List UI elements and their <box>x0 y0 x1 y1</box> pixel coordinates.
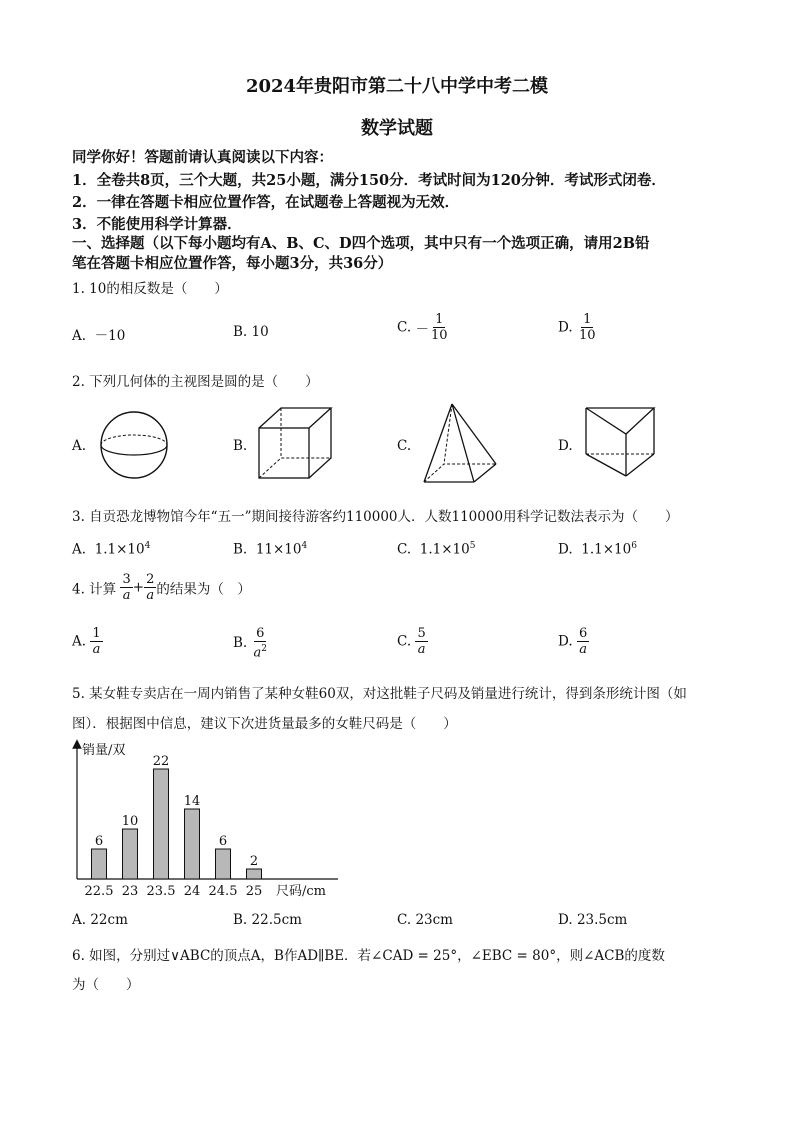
option-base: 1.1×10 <box>419 541 470 558</box>
option-label: B. <box>233 541 248 558</box>
q5-option-a <box>72 912 128 928</box>
q4-option-b <box>233 626 269 660</box>
q1-option-c <box>397 312 449 343</box>
option-label: A. <box>72 912 87 928</box>
option-text: 23.5cm <box>576 912 628 928</box>
tick-label-25: 25 <box>245 884 263 899</box>
q4-option-c <box>397 626 428 657</box>
option-label: D. <box>558 319 573 336</box>
numerator: 6 <box>256 626 265 641</box>
stem-prefix: 4. 计算 <box>72 581 117 598</box>
q1-option-b <box>233 324 269 340</box>
option-label: A. <box>72 328 87 344</box>
option-text: －10 <box>94 328 126 344</box>
option-base: 1.1×10 <box>94 541 145 558</box>
fraction <box>90 626 102 657</box>
numerator: 2 <box>146 572 155 587</box>
option-label: D. <box>558 912 573 928</box>
bar-24 <box>185 809 200 879</box>
cube-icon <box>255 404 335 484</box>
q3-option-a <box>72 541 150 558</box>
y-axis-label: 销量/双 <box>82 743 126 758</box>
data-label-24.5: 6 <box>218 834 228 849</box>
numerator: 1 <box>92 626 101 641</box>
data-label-23.5: 22 <box>152 754 170 769</box>
data-label-22.5: 6 <box>94 834 104 849</box>
data-label-24: 14 <box>183 794 201 809</box>
option-exponent: 4 <box>301 541 308 551</box>
shoe-size-bar-chart <box>66 738 366 900</box>
x-axis-label: 尺码/cm <box>276 884 326 899</box>
page-subtitle: 数学试题 <box>361 118 433 139</box>
q4-option-a <box>72 626 103 657</box>
sphere-icon <box>94 408 174 482</box>
instruction-item-2: 2．一律在答题卡相应位置作答，在试题卷上答题视为无效． <box>72 194 460 211</box>
data-label-23: 10 <box>121 814 139 829</box>
denominator: 10 <box>578 328 596 343</box>
q6-stem-line1: 6. 如图，分别过∨ABC的顶点A，B作AD∥BE．若∠CAD = 25°，∠EBC = 80°，则∠ACB的度数 <box>72 948 665 964</box>
denominator: a <box>146 588 155 603</box>
option-label: D. <box>558 541 573 558</box>
denominator <box>252 642 270 660</box>
q3-option-b <box>233 541 307 558</box>
q6-stem-line2: 为（ ） <box>72 977 140 993</box>
option-text: 10 <box>251 324 269 340</box>
option-exponent: 6 <box>631 541 637 551</box>
option-base: 11×10 <box>255 541 302 558</box>
option-label: B. <box>233 912 248 928</box>
instructions-greeting: 同学你好！答题前请认真阅读以下内容： <box>72 149 333 166</box>
bar-23.5 <box>154 769 169 879</box>
numerator: 3 <box>122 572 131 587</box>
denominator: a <box>122 588 131 603</box>
denominator-exponent: 2 <box>261 644 268 654</box>
fraction <box>429 312 450 343</box>
q3-option-c <box>397 541 475 558</box>
numerator: 5 <box>417 626 426 641</box>
option-text: 22.5cm <box>251 912 302 928</box>
tick-label-24.5: 24.5 <box>208 884 238 899</box>
option-label: C. <box>397 541 412 558</box>
option-label: C. <box>397 912 412 928</box>
fraction <box>577 312 598 343</box>
q1-option-d <box>558 312 597 343</box>
data-label-25: 2 <box>249 854 259 869</box>
q5-stem-line1: 5. 某女鞋专卖店在一周内销售了某种女鞋60双，对这批鞋子尺码及销量进行统计，得到条形统计图（如 <box>72 686 687 702</box>
instruction-item-3: 3．不能使用科学计算器． <box>72 216 242 233</box>
fraction <box>577 626 589 657</box>
fraction <box>252 626 270 660</box>
option-label: C. <box>397 633 412 650</box>
page-title: 2024年贵阳市第二十八中学中考二模 <box>245 76 549 97</box>
section-heading-line1: 一、选择题（以下每小题均有A、B、C、D四个选项，其中只有一个选项正确，请用2B铅 <box>72 235 650 252</box>
q1-stem: 1. 10的相反数是（ ） <box>72 281 228 297</box>
pyramid-icon <box>420 402 500 486</box>
fraction <box>415 626 427 657</box>
q3-option-d <box>558 541 637 558</box>
section-heading-line2: 笔在答题卡相应位置作答，每小题3分，共36分） <box>72 255 393 272</box>
option-exponent: 4 <box>144 541 151 551</box>
denominator: a <box>579 642 587 657</box>
q3-stem: 3. 自贡恐龙博物馆今年“五一”期间接待游客约110000人．人数110000用科学记数法表示为（ ） <box>72 509 679 525</box>
q4-stem <box>72 572 251 603</box>
plus-sign: + <box>132 579 145 596</box>
option-exponent: 5 <box>469 541 476 551</box>
tick-label-23: 23 <box>121 884 139 899</box>
fraction <box>144 572 156 603</box>
q2-option-a-label: A. <box>72 438 87 454</box>
option-label: B. <box>233 635 248 652</box>
option-label: B. <box>233 324 248 340</box>
denominator: a <box>92 642 101 657</box>
option-label: C. <box>397 319 412 336</box>
numerator: 1 <box>435 312 444 327</box>
q5-option-d <box>558 912 627 928</box>
q2-option-c-label: C. <box>397 438 412 454</box>
q5-option-c <box>397 912 453 928</box>
numerator: 1 <box>583 312 592 327</box>
q5-option-b <box>233 912 302 928</box>
q4-option-d <box>558 626 589 657</box>
fraction <box>120 572 132 603</box>
bar-24.5 <box>216 849 231 879</box>
option-base: 1.1×10 <box>581 541 632 558</box>
stem-suffix: 的结果为（ ） <box>156 581 251 598</box>
instruction-item-1: 1．全卷共8页，三个大题，共25小题，满分150分．考试时间为120分钟．考试形式闭卷． <box>72 172 666 189</box>
option-sign: － <box>415 321 429 338</box>
q2-option-b-label: B. <box>233 438 248 454</box>
tick-label-24: 24 <box>183 884 201 899</box>
denominator-base: a <box>253 645 262 661</box>
triangular-prism-icon <box>582 404 658 478</box>
tick-label-22.5: 22.5 <box>84 884 114 899</box>
bar-22.5 <box>92 849 107 879</box>
option-label: A. <box>72 633 87 650</box>
option-label: A. <box>72 541 87 558</box>
option-label: D. <box>558 633 573 650</box>
option-text: 23cm <box>415 912 453 928</box>
q1-option-a <box>72 324 125 344</box>
q5-stem-line2: 图）．根据图中信息，建议下次进货量最多的女鞋尺码是（ ） <box>72 716 457 732</box>
q2-stem: 2. 下列几何体的主视图是圆的是（ ） <box>72 374 319 390</box>
denominator: 10 <box>430 328 448 343</box>
denominator: a <box>417 642 426 657</box>
q2-option-d-label: D. <box>558 438 573 454</box>
option-text: 22cm <box>90 912 128 928</box>
tick-label-23.5: 23.5 <box>146 884 176 899</box>
bar-23 <box>123 829 138 879</box>
bar-25 <box>247 869 262 879</box>
numerator: 6 <box>578 626 588 641</box>
